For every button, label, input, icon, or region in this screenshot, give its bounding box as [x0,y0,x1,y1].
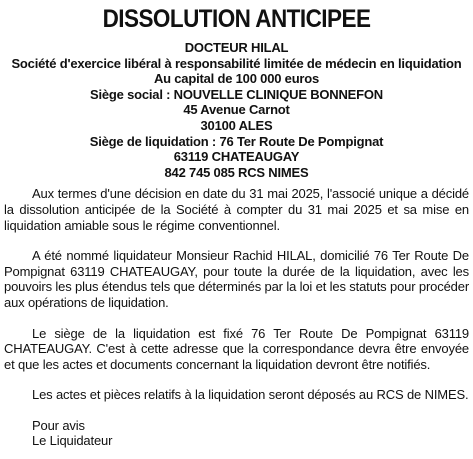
registered-office: Siège social : NOUVELLE CLINIQUE BONNEFON [89,86,383,102]
liquidation-office-city: 63119 CHATEAUGAY [173,149,300,165]
notice-title: DISSOLUTION ANTICIPEE [102,5,371,33]
signature-line-1: Pour avis [32,417,85,433]
share-capital: Au capital de 100 000 euros [153,71,320,87]
registered-office-street: 45 Avenue Carnot [183,102,290,118]
paragraph-liquidator: A été nommé liquidateur Monsieur Rachid HILAL, domicilié 76 Ter Route De Pompignat 63119 CHATEAUGAY, pour toute la durée de la liquidation, avec les pouvoirs les plus étendus tels que déterminés par la loi et les statuts pour procéder aux opérations de liquidation. [4,248,469,310]
notice-body [4,186,469,449]
registered-office-city: 30100 ALES [200,117,273,133]
signature-line-2: Le Liquidateur [32,433,113,449]
paragraph-dissolution: Aux termes d'une décision en date du 31 mai 2025, l'associé unique a décidé la dissolution anticipée de la Société à compter du 31 mai 2025 et sa mise en liquidation amiable sous le régime conventionnel. [4,186,469,233]
rcs-number: 842 745 085 RCS NIMES [164,164,309,180]
legal-notice [0,4,473,459]
legal-form: Société d'exercice libéral à responsabilité limitée de médecin en liquidation [11,55,462,71]
paragraph-liquidation-office: Le siège de la liquidation est fixé 76 Ter Route De Pompignat 63119 CHATEAUGAY. C'est à cette adresse que la correspondance devra être envoyée et que les actes et documents concernant la liquidation devront être notifiés. [4,325,469,372]
company-header [4,40,469,180]
liquidation-office: Siège de liquidation : 76 Ter Route De Pompignat [89,133,384,149]
paragraph-filing: Les actes et pièces relatifs à la liquidation seront déposés au RCS de NIMES. [32,387,469,403]
company-name: DOCTEUR HILAL [184,40,289,55]
